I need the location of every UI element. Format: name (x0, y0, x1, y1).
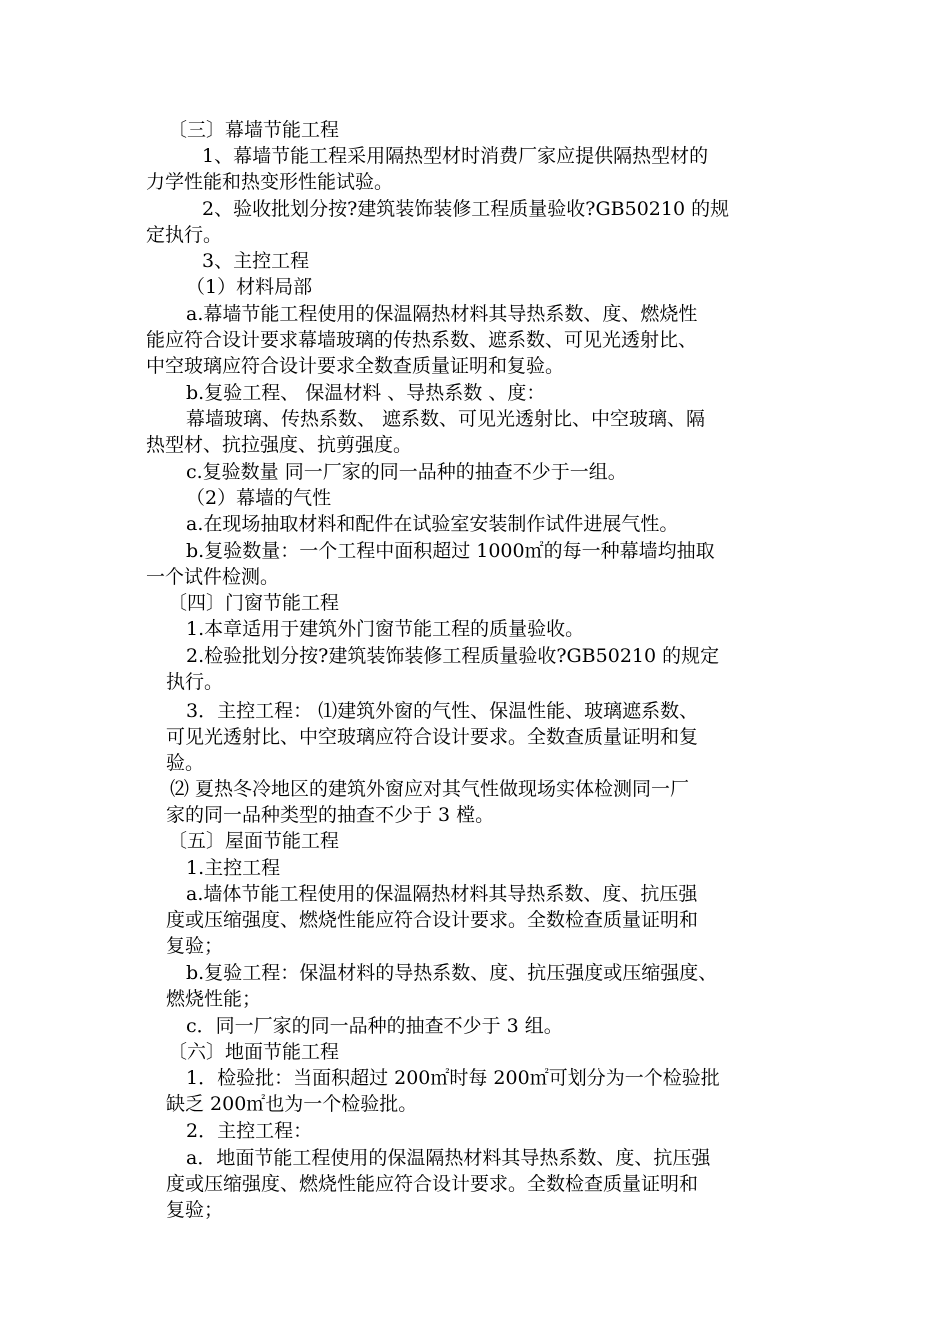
doors-item-2-line-1: 2.检验批划分按?建筑装饰装修工程质量验收?GB50210 的规定 (186, 645, 720, 667)
curtain-item-1-line-1: 1、幕墙节能工程采用隔热型材时消费厂家应提供隔热型材的 (202, 145, 709, 167)
floor-a-line-3: 复验； (166, 1199, 224, 1221)
curtain-a-line-2: 能应符合设计要求幕墙玻璃的传热系数、遮系数、可见光透射比、 (146, 329, 698, 351)
curtain-sub-2: （2）幕墙的气性 (186, 487, 332, 509)
curtain-item-1-line-2: 力学性能和热变形性能试验。 (146, 171, 394, 193)
doors-item-3-line-3: 验。 (166, 752, 205, 774)
roof-a-line-2: 度或压缩强度、燃烧性能应符合设计要求。全数检查质量证明和 (166, 909, 699, 931)
heading-roof: 〔五〕屋面节能工程 (168, 830, 340, 852)
floor-item-1-line-1: 1．检验批：当面积超过 200㎡时每 200㎡可划分为一个检验批 (186, 1067, 720, 1089)
curtain-item-3: 3、主控工程 (202, 250, 310, 272)
roof-item-1: 1.主控工程 (186, 857, 281, 879)
curtain-2b-line-2: 一个试件检测。 (146, 566, 280, 588)
curtain-c: c.复验数量 同一厂家的同一品种的抽查不少于一组。 (186, 461, 627, 483)
heading-doors-windows: 〔四〕门窗节能工程 (168, 592, 340, 614)
doors-item-2-line-2: 执行。 (166, 671, 224, 693)
curtain-b-detail-line-1: 幕墙玻璃、传热系数、 遮系数、可见光透射比、中空玻璃、隔 (186, 408, 706, 430)
roof-b-line-1: b.复验工程：保温材料的导热系数、度、抗压强度或压缩强度、 (186, 962, 718, 984)
curtain-b-detail-line-2: 热型材、抗拉强度、抗剪强度。 (146, 434, 413, 456)
curtain-item-2-line-2: 定执行。 (146, 224, 223, 246)
floor-item-2: 2．主控工程： (186, 1120, 313, 1142)
floor-a-line-2: 度或压缩强度、燃烧性能应符合设计要求。全数检查质量证明和 (166, 1173, 699, 1195)
roof-a-line-3: 复验； (166, 935, 224, 957)
heading-curtain-wall: 〔三〕幕墙节能工程 (168, 119, 340, 141)
curtain-b: b.复验工程、 保温材料 、导热系数 、度： (186, 382, 546, 404)
doors-item-3b-line-2: 家的同一品种类型的抽查不少于 3 樘。 (166, 804, 495, 826)
doors-item-3-line-1: 3．主控工程： ⑴建筑外窗的气性、保温性能、玻璃遮系数、 (186, 700, 699, 722)
curtain-a-line-3: 中空玻璃应符合设计要求全数查质量证明和复验。 (146, 355, 565, 377)
roof-b-line-2: 燃烧性能； (166, 988, 262, 1010)
doors-item-3-line-2: 可见光透射比、中空玻璃应符合设计要求。全数查质量证明和复 (166, 726, 699, 748)
curtain-sub-1: （1）材料局部 (186, 276, 313, 298)
floor-item-1-line-2: 缺乏 200㎡也为一个检验批。 (166, 1093, 418, 1115)
roof-c: c．同一厂家的同一品种的抽查不少于 3 组。 (186, 1015, 563, 1037)
curtain-2b-line-1: b.复验数量：一个工程中面积超过 1000㎡的每一种幕墙均抽取 (186, 540, 715, 562)
curtain-2a: a.在现场抽取材料和配件在试验室安装制作试件进展气性。 (186, 513, 679, 535)
doors-item-3b-line-1: ⑵ 夏热冬冷地区的建筑外窗应对其气性做现场实体检测同一厂 (170, 778, 690, 800)
doors-item-1: 1.本章适用于建筑外门窗节能工程的质量验收。 (186, 618, 585, 640)
floor-a-line-1: a．地面节能工程使用的保温隔热材料其导热系数、度、抗压强 (186, 1147, 711, 1169)
heading-floor: 〔六〕地面节能工程 (168, 1041, 340, 1063)
curtain-item-2-line-1: 2、验收批划分按?建筑装饰装修工程质量验收?GB50210 的规 (202, 198, 730, 220)
roof-a-line-1: a.墙体节能工程使用的保温隔热材料其导热系数、度、抗压强 (186, 883, 698, 905)
curtain-a-line-1: a.幕墙节能工程使用的保温隔热材料其导热系数、度、燃烧性 (186, 303, 698, 325)
